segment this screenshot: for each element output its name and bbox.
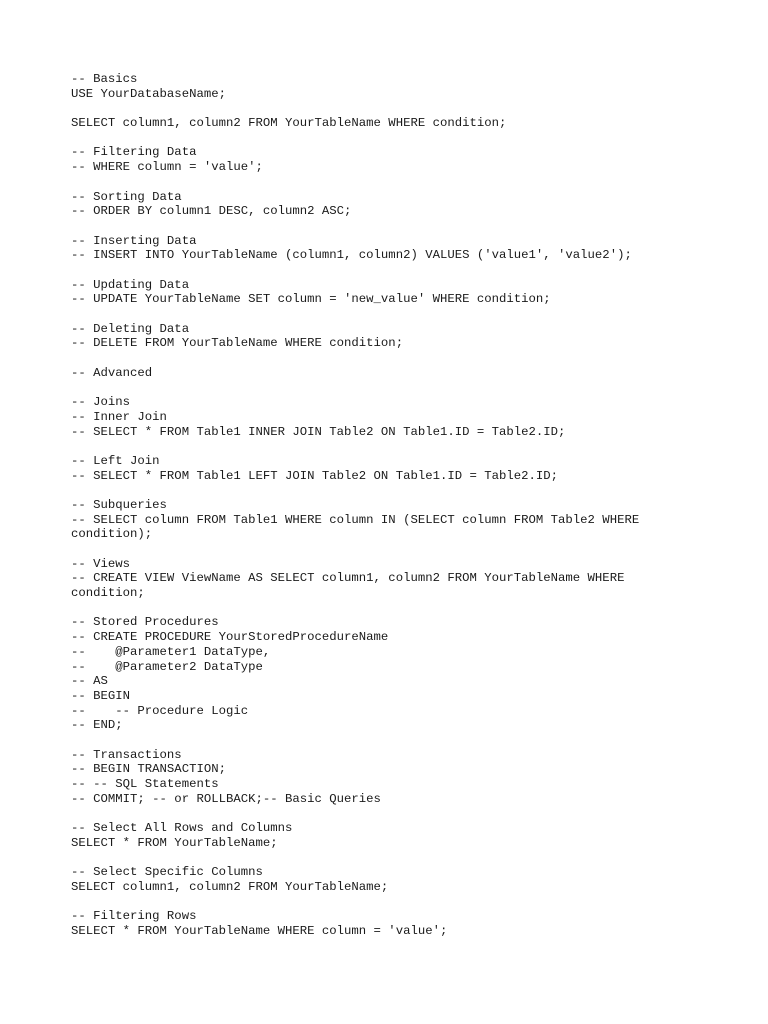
sql-code-block bbox=[71, 72, 751, 939]
code-line: -- DELETE FROM YourTableName WHERE condition; bbox=[71, 336, 404, 351]
code-line bbox=[71, 439, 751, 454]
code-line: -- ORDER BY column1 DESC, column2 ASC; bbox=[71, 204, 352, 219]
code-line: -- BEGIN TRANSACTION; bbox=[71, 762, 226, 777]
code-line: -- Joins bbox=[71, 395, 131, 410]
code-line: -- Inserting Data bbox=[71, 233, 197, 248]
code-line: -- @Parameter2 DataType bbox=[71, 659, 263, 674]
code-line: -- Inner Join bbox=[71, 409, 167, 424]
code-line bbox=[71, 175, 751, 190]
code-line: -- Deleting Data bbox=[71, 321, 190, 336]
code-line: -- -- Procedure Logic bbox=[71, 703, 249, 718]
code-line: -- Transactions bbox=[71, 747, 182, 762]
code-line bbox=[71, 850, 751, 865]
code-line: -- INSERT INTO YourTableName (column1, column2) VALUES ('value1', 'value2'); bbox=[71, 248, 632, 263]
code-line bbox=[71, 733, 751, 748]
code-line bbox=[71, 806, 751, 821]
document-page bbox=[71, 72, 751, 939]
code-line: -- Sorting Data bbox=[71, 189, 182, 204]
code-line: -- BEGIN bbox=[71, 688, 131, 703]
code-line: -- Views bbox=[71, 556, 131, 571]
code-line: -- CREATE VIEW ViewName AS SELECT column1, column2 FROM YourTableName WHERE bbox=[71, 571, 625, 586]
code-line bbox=[71, 307, 751, 322]
code-line bbox=[71, 483, 751, 498]
code-line: -- Select Specific Columns bbox=[71, 865, 263, 880]
code-line: -- Subqueries bbox=[71, 497, 167, 512]
code-line: -- -- SQL Statements bbox=[71, 777, 219, 791]
code-line: SELECT * FROM YourTableName WHERE column = 'value'; bbox=[71, 923, 448, 938]
code-line: -- UPDATE YourTableName SET column = 'new_value' WHERE condition; bbox=[71, 292, 551, 307]
code-line bbox=[71, 895, 751, 910]
code-line: -- Basics bbox=[71, 72, 138, 86]
code-line: condition); bbox=[71, 527, 153, 542]
code-line: -- COMMIT; -- or ROLLBACK;-- Basic Queries bbox=[71, 791, 381, 806]
code-line: -- Filtering Data bbox=[71, 145, 197, 160]
code-line: -- END; bbox=[71, 718, 123, 733]
code-line bbox=[71, 380, 751, 395]
code-line bbox=[71, 101, 751, 116]
code-line: -- Advanced bbox=[71, 365, 153, 380]
code-line: SELECT column1, column2 FROM YourTableName WHERE condition; bbox=[71, 116, 507, 131]
code-line: -- WHERE column = 'value'; bbox=[71, 160, 263, 175]
code-line: SELECT * FROM YourTableName; bbox=[71, 835, 278, 850]
code-line: -- SELECT column FROM Table1 WHERE column IN (SELECT column FROM Table2 WHERE bbox=[71, 512, 640, 527]
code-line: -- Filtering Rows bbox=[71, 909, 197, 924]
code-line: -- CREATE PROCEDURE YourStoredProcedureName bbox=[71, 630, 389, 645]
code-line: -- SELECT * FROM Table1 INNER JOIN Table2 ON Table1.ID = Table2.ID; bbox=[71, 424, 566, 439]
code-line: -- Left Join bbox=[71, 453, 160, 468]
code-line bbox=[71, 351, 751, 366]
code-line: -- Updating Data bbox=[71, 277, 190, 292]
code-line: -- SELECT * FROM Table1 LEFT JOIN Table2 ON Table1.ID = Table2.ID; bbox=[71, 468, 559, 483]
code-line: -- Stored Procedures bbox=[71, 615, 219, 630]
code-line: -- Select All Rows and Columns bbox=[71, 821, 293, 836]
code-line: -- AS bbox=[71, 674, 108, 689]
code-line bbox=[71, 263, 751, 278]
code-line: USE YourDatabaseName; bbox=[71, 86, 226, 101]
code-line: SELECT column1, column2 FROM YourTableName; bbox=[71, 879, 389, 894]
code-line bbox=[71, 601, 751, 616]
code-line bbox=[71, 542, 751, 557]
code-line bbox=[71, 219, 751, 234]
code-line: -- @Parameter1 DataType, bbox=[71, 644, 271, 659]
code-line bbox=[71, 131, 751, 146]
code-line: condition; bbox=[71, 586, 145, 601]
